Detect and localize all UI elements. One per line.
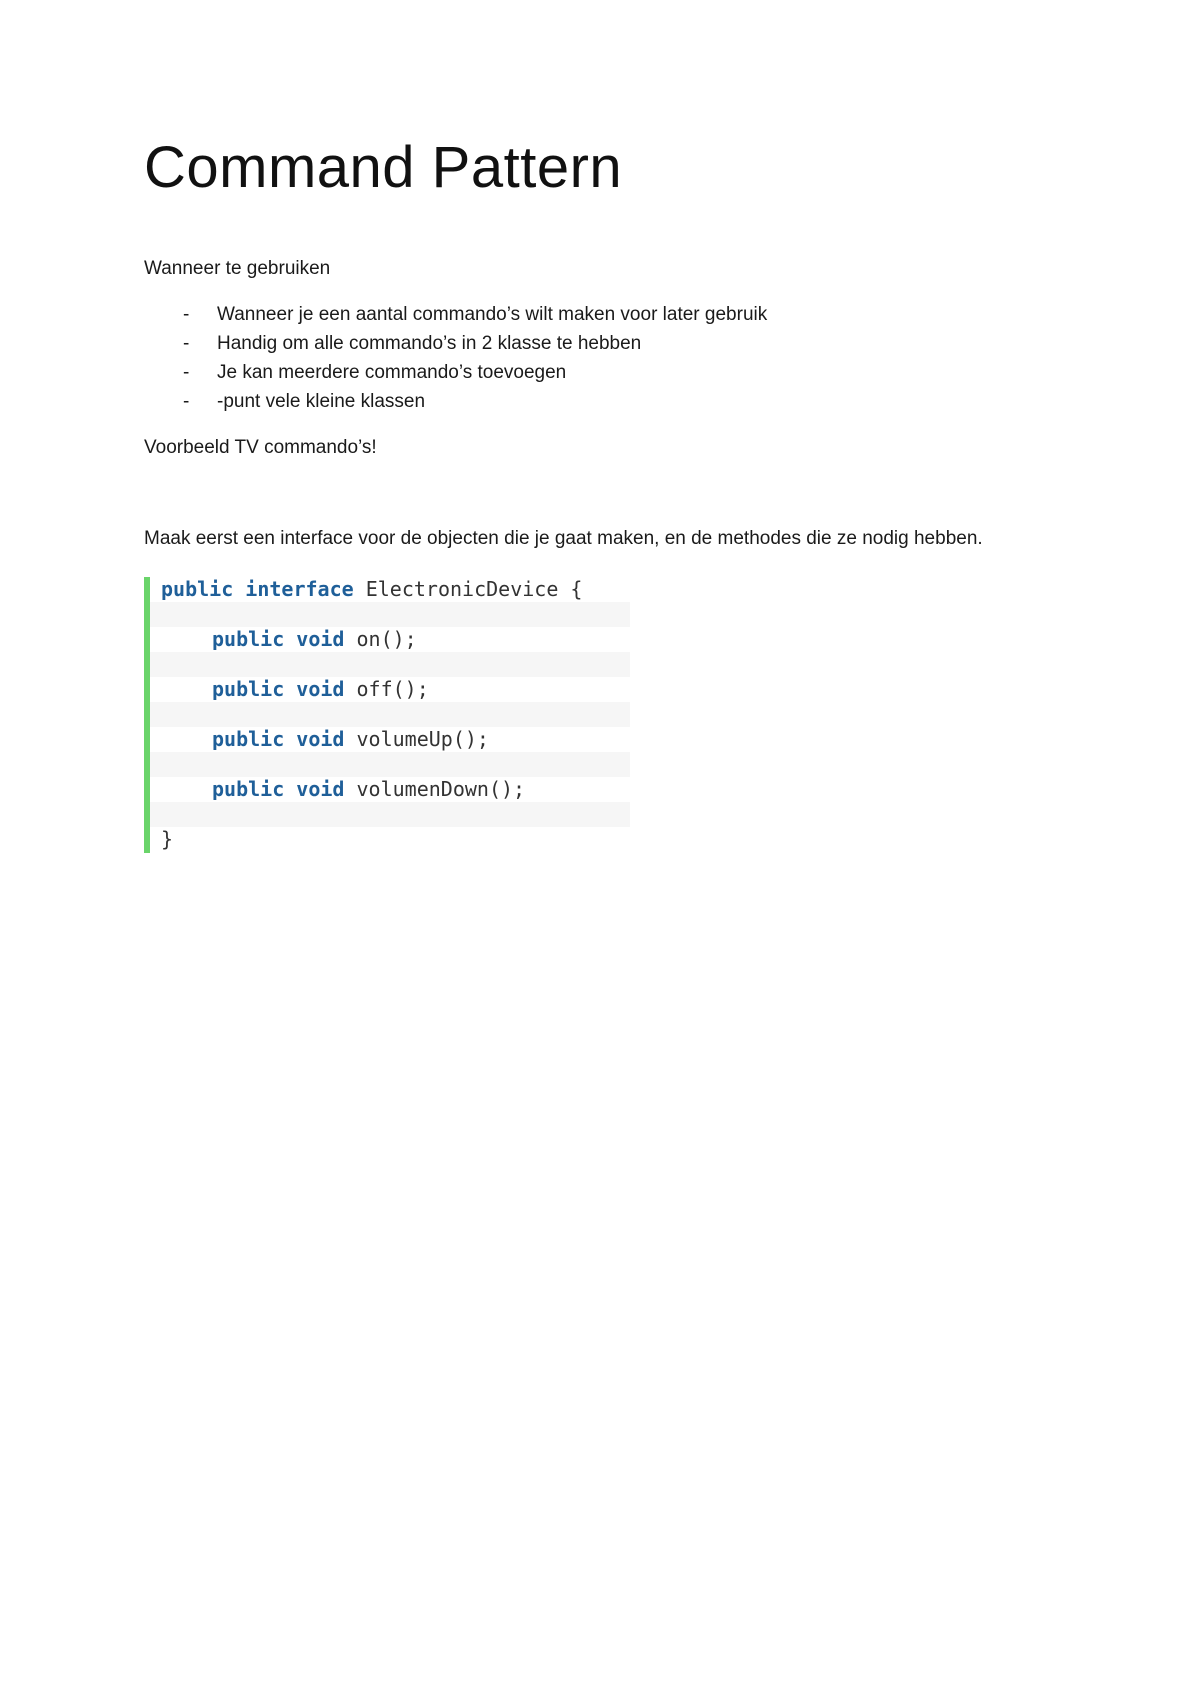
bullet-text: Je kan meerdere commando’s toevoegen — [217, 362, 567, 383]
example-paragraph: Voorbeeld TV commando’s! — [144, 437, 377, 458]
bullet-dash: - — [183, 304, 190, 325]
when-to-use-heading: Wanneer te gebruiken — [144, 258, 331, 279]
code-closing-brace: } — [161, 827, 174, 851]
code-keyword: void — [296, 777, 345, 801]
code-keyword: void — [296, 677, 345, 701]
code-identifier: volumenDown(); — [344, 777, 526, 801]
code-identifier: on(); — [344, 627, 417, 651]
bullet-text: Wanneer je een aantal commando’s wilt maken voor later gebruik — [217, 304, 768, 325]
code-keyword: public — [161, 577, 234, 601]
bullet-dash: - — [183, 333, 190, 354]
code-keyword: interface — [245, 577, 354, 601]
code-line-method — [150, 777, 692, 802]
code-keyword: void — [296, 727, 345, 751]
code-identifier: ElectronicDevice { — [353, 577, 583, 601]
page-title: Command Pattern — [144, 135, 623, 200]
intro-paragraph: Maak eerst een interface voor de objecten die je gaat maken, en de methodes die ze nodig hebben. — [144, 528, 983, 549]
code-line-method — [150, 727, 692, 752]
code-identifier: volumeUp(); — [344, 727, 489, 751]
code-keyword: public — [212, 677, 285, 701]
code-keyword: void — [296, 627, 345, 651]
code-line-band — [150, 752, 630, 777]
code-line-band — [150, 802, 630, 827]
bullet-text: -punt vele kleine klassen — [217, 391, 426, 412]
code-keyword: public — [212, 777, 285, 801]
code-line-interface — [150, 577, 641, 602]
code-line-band — [150, 602, 630, 627]
bullet-dash: - — [183, 362, 190, 383]
code-keyword: public — [212, 627, 285, 651]
code-line-band — [150, 702, 630, 727]
bullet-text: Handig om alle commando’s in 2 klasse te hebben — [217, 333, 642, 354]
code-line-closing — [150, 827, 641, 852]
code-identifier: off(); — [344, 677, 429, 701]
code-line-method — [150, 627, 692, 652]
code-block — [144, 577, 630, 853]
code-line-method — [150, 677, 692, 702]
code-keyword: public — [212, 727, 285, 751]
bullet-dash: - — [183, 391, 190, 412]
code-line-band — [150, 652, 630, 677]
